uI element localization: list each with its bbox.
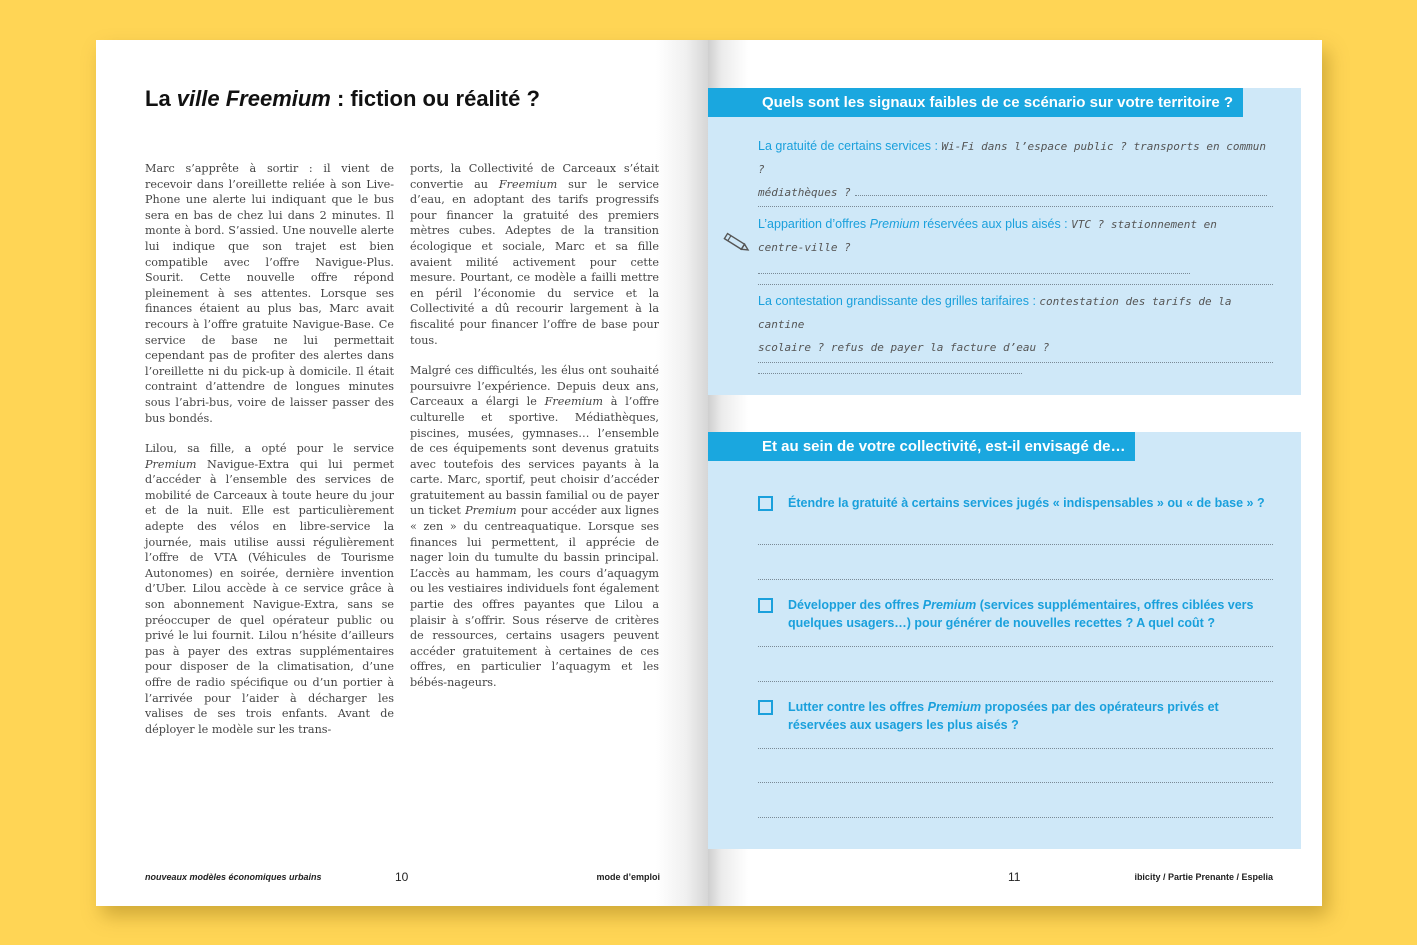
option-extend-free: Étendre la gratuité à certains services jugés « indispensables » ou « de base » ?: [788, 496, 1265, 510]
option-fight-premium: Lutter contre les offres Premium proposées par des opérateurs privés et réservées aux usagers les plus aisés ?: [788, 700, 1219, 732]
open-booklet: [96, 40, 1322, 906]
page-number: 10: [395, 870, 409, 884]
signals-panel: [708, 88, 1301, 395]
checkbox-extend-free[interactable]: [758, 496, 773, 511]
paragraph-marc: Marc s’apprête à sortir : il vient de recevoir dans l’oreillette reliée à son Live-Phone une alerte lui indiquant que le bus sera en bas de chez lui dans 2 minutes. Il monte à bord. S’assied. Une nouvelle alerte lui indique que son trajet est bien compatible avec l’offre Navigue-Plus. Sourit. Cette nouvelle offre répond pleinement à ses attentes. Lorsque ses finances étaient au plus bas, Marc avait recours à l’offre gratuite Navigue-Base. Ce service de base ne lui permettait cependant pas de profiter des alertes dans l’oreillette ni du pick-up à domicile. Il était contraint d’attendre de longues minutes sous l’abri-bus, voire de laisser passer des bus bondés.: [145, 162, 394, 425]
title-emphasis: ville Freemium: [176, 86, 331, 111]
collectivity-panel: [708, 432, 1301, 849]
question-free-services: La gratuité de certains services : Wi-Fi dans l’espace public ? transports en commun ? médiathèques ?: [758, 139, 1266, 199]
footer-right: mode d’emploi: [596, 872, 660, 882]
footer-left: nouveaux modèles économiques urbains: [145, 872, 322, 882]
checkbox-develop-premium[interactable]: [758, 598, 773, 613]
title-suffix: : fiction ou réalité ?: [330, 86, 540, 111]
answer-line[interactable]: [758, 373, 1022, 374]
answer-line[interactable]: [758, 817, 1273, 818]
text-column-2: [410, 161, 659, 706]
paragraph-culture: Malgré ces difficultés, les élus ont souhaité poursuivre l’expérience. Depuis deux ans, Carceaux a élargi le Freemium à l’offre culturelle et sportive. Médiathèques, piscines, musées, gymnases… l’ensemble de ces équipements sont devenus gratuits avec toutefois des services payants à la carte. Marc, sportif, peut choisir d’accéder gratuitement au bassin familial ou de payer un ticket Premium pour accéder aux lignes « zen » du centreaquatique. Lorsque ses finances lui permettent, il apprécie de nager loin du tumulte du bassin principal. L’accès au hammam, les cours d’aquagym ou les vestiaires individuels font également partie des offres payantes que Lilou a plaisir à s’offrir. Sous réserve de critères de ressources, certains usagers peuvent accéder gratuitement à certaines de ces offres, en particulier l’aquagym et les bébés-nageurs.: [410, 364, 659, 689]
paragraph-lilou: Lilou, sa fille, a opté pour le service Premium Navigue-Extra qui lui permet d’accéder à l’ensemble des services de mobilité de Carceaux à toute heure du jour et de la nuit. Elle est particulièrement adepte des vélos en libre-service la journée, mais utilise aussi régulièrement l’offre de VTA (Véhicules de Tourisme Autonomes) en soirée, dernière invention d’Uber. Lilou accède à ce service grâce à son abonnement Navigue-Extra, sans se préoccuper de quel opérateur public ou privé le lui fournit. Lilou n’hésite d’ailleurs pas à payer des extras supplémentaires pour disposer de la climatisation, d’une offre de radio spécifique ou d’un portier à l’arrivée pour l’aider à décharger les valises de ses trois enfants. Avant de déployer le modèle sur les trans-: [145, 442, 394, 736]
answer-line[interactable]: [758, 544, 1273, 545]
answer-line[interactable]: [758, 579, 1273, 580]
question-premium-offers: L’apparition d’offres Premium réservées aux plus aisés : VTC ? stationnement en centre-ville ?: [758, 213, 1273, 281]
answer-line[interactable]: [758, 646, 1273, 647]
answer-line[interactable]: [758, 748, 1273, 749]
answer-line[interactable]: [855, 195, 1267, 196]
answer-line[interactable]: [758, 206, 1273, 207]
answer-line[interactable]: [758, 362, 1273, 363]
text-column-1: [145, 161, 394, 752]
answer-line[interactable]: [758, 782, 1273, 783]
question-tariff-contestation: La contestation grandissante des grilles tarifaires : contestation des tarifs de la cantine scolaire ? refus de payer la facture d’eau ?: [758, 290, 1273, 381]
page-title: [145, 86, 540, 112]
pencil-icon: [722, 232, 752, 254]
answer-line[interactable]: [758, 284, 1273, 285]
panel-title: Quels sont les signaux faibles de ce scénario sur votre territoire ?: [708, 88, 1243, 117]
checkbox-fight-premium[interactable]: [758, 700, 773, 715]
footer-credits: ibicity / Partie Prenante / Espelia: [1134, 872, 1273, 882]
panel-title: Et au sein de votre collectivité, est-il envisagé de…: [708, 432, 1135, 461]
answer-line[interactable]: [758, 273, 1190, 274]
right-page: [708, 40, 1322, 906]
page-number: 11: [1008, 870, 1021, 884]
paragraph-water: ports, la Collectivité de Carceaux s’était convertie au Freemium sur le service d’eau, en adoptant des tarifs progressifs pour financer la gratuité des premiers mètres cubes. Adeptes de la transition écologique et sociale, Marc et sa fille avaient milité activement pour cette mesure. Pourtant, ce modèle a failli mettre en péril l’économie du service et la Collectivité a dû recourir largement à la fiscalité pour financer l’offre de base pour tous.: [410, 162, 659, 347]
option-develop-premium: Développer des offres Premium (services supplémentaires, offres ciblées vers quelques usagers…) pour générer de nouvelles recettes ? A quel coût ?: [788, 598, 1254, 630]
title-prefix: La: [145, 86, 177, 111]
answer-line[interactable]: [758, 681, 1273, 682]
left-page: [96, 40, 708, 906]
